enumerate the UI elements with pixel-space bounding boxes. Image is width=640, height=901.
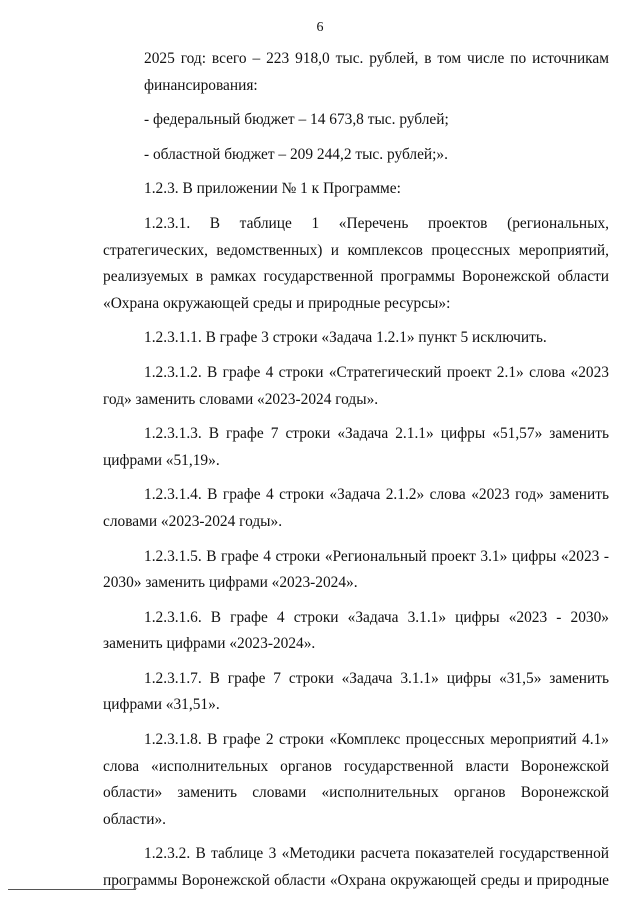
paragraph-amendment-1-2-3-1-8: 1.2.3.1.8. В графе 2 строки «Комплекс процессных мероприятий 4.1» слова «исполнительных органов государственной власти Воронежской области» заменить словами «исполнительных органов Воронежской области». (103, 731, 609, 828)
paragraph-regional-budget: - областной бюджет – 209 244,2 тыс. рублей;». (144, 145, 448, 163)
paragraph-table-1-header: 1.2.3.1. В таблице 1 «Перечень проектов (региональных, стратегических, ведомственных) и комплексов процессных мероприятий, реализуемых в рамках государственной программы Воронежской области «Охрана окружающей среды и природные ресурсы»: (103, 214, 609, 312)
paragraph-table-3-header: 1.2.3.2. В таблице 3 «Методики расчета показателей государственной программы Воронежской области «Охрана окружающей среды и природные (103, 845, 609, 890)
paragraph-2025-budget-total: 2025 год: всего – 223 918,0 тыс. рублей, в том числе по источникам финансирования: (144, 50, 609, 94)
paragraph-amendment-1-2-3-1-7: 1.2.3.1.7. В графе 7 строки «Задача 3.1.1» цифры «31,5» заменить цифрами «31,51». (103, 669, 609, 714)
footer-divider (8, 889, 136, 890)
paragraph-amendment-1-2-3-1-5: 1.2.3.1.5. В графе 4 строки «Региональный проект 3.1» цифры «2023 - 2030» заменить цифрами «2023-2024». (103, 547, 609, 592)
paragraph-amendment-1-2-3-1-4: 1.2.3.1.4. В графе 4 строки «Задача 2.1.2» слова «2023 год» заменить словами «2023-2024 годы». (103, 486, 609, 530)
paragraph-amendment-1-2-3-1-2: 1.2.3.1.2. В графе 4 строки «Стратегический проект 2.1» слова «2023 год» заменить словами «2023-2024 годы». (103, 363, 609, 408)
page-number: 6 (316, 20, 324, 35)
paragraph-amendment-1-2-3-1-1: 1.2.3.1.1. В графе 3 строки «Задача 1.2.1» пункт 5 исключить. (144, 329, 547, 347)
paragraph-amendment-1-2-3-1-6: 1.2.3.1.6. В графе 4 строки «Задача 3.1.1» цифры «2023 - 2030» заменить цифрами «2023-2024». (103, 608, 609, 653)
document-body (103, 46, 609, 895)
paragraph-amendment-1-2-3-1-3: 1.2.3.1.3. В графе 7 строки «Задача 2.1.1» цифры «51,57» заменить цифрами «51,19». (103, 425, 609, 469)
paragraph-federal-budget: - федеральный бюджет – 14 673,8 тыс. рублей; (144, 111, 449, 129)
paragraph-appendix-1: 1.2.3. В приложении № 1 к Программе: (144, 180, 401, 198)
